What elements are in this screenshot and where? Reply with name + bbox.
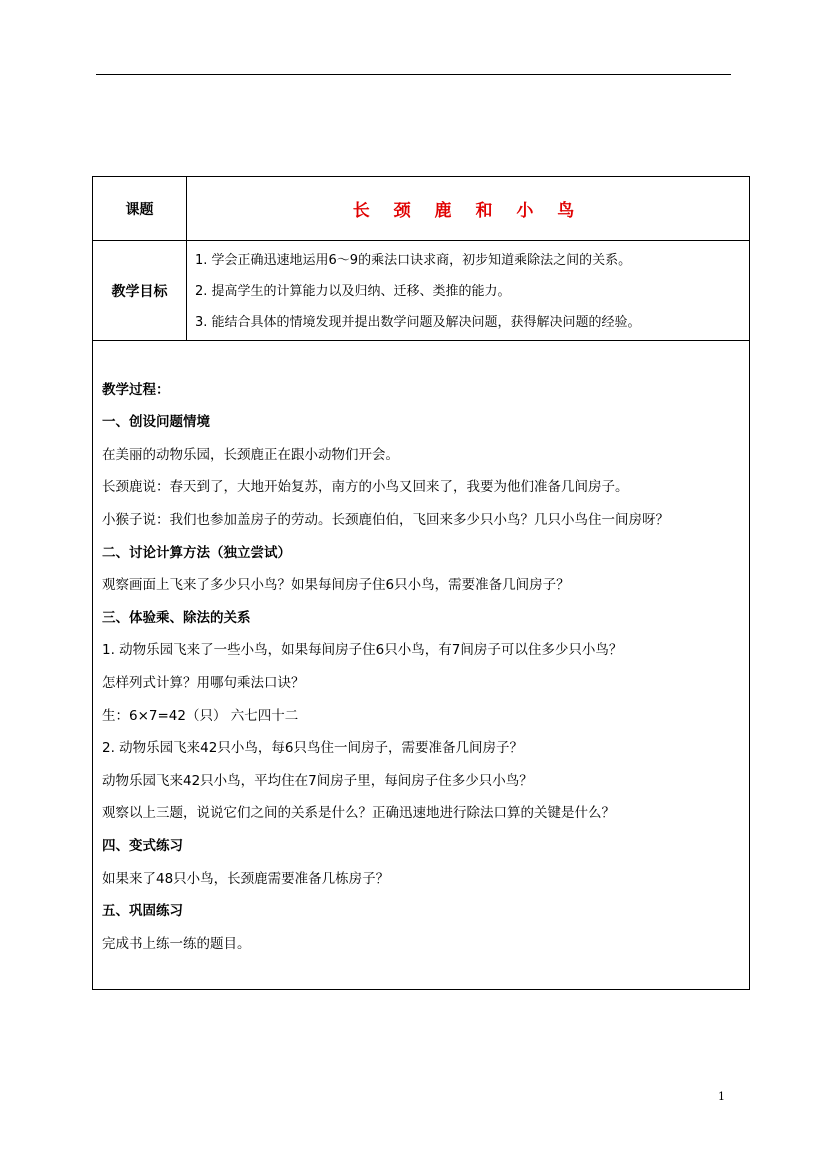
process-line: 长颈鹿说：春天到了，大地开始复苏，南方的小鸟又回来了，我要为他们准备几间房子。 <box>102 479 629 496</box>
goal-item: 1. 学会正确迅速地运用6～9的乘法口诀求商，初步知道乘除法之间的关系。 <box>195 253 632 268</box>
lesson-plan-table <box>92 176 750 990</box>
section-heading: 三、体验乘、除法的关系 <box>102 609 251 626</box>
goals-label: 教学目标 <box>93 241 187 341</box>
section-heading: 二、讨论计算方法（独立尝试） <box>102 544 291 561</box>
process-line: 生：6×7=42（只） 六七四十二 <box>102 707 299 724</box>
process-line: 观察画面上飞来了多少只小鸟？如果每间房子住6只小鸟，需要准备几间房子？ <box>102 577 570 594</box>
process-line: 在美丽的动物乐园，长颈鹿正在跟小动物们开会。 <box>102 446 399 463</box>
process-line: 小猴子说：我们也参加盖房子的劳动。长颈鹿伯伯，飞回来多少只小鸟？几只小鸟住一间房呀？ <box>102 512 669 529</box>
process-cell <box>93 341 750 990</box>
goal-item: 2. 提高学生的计算能力以及归纳、迁移、类推的能力。 <box>195 284 511 299</box>
process-row <box>93 341 750 990</box>
process-line: 如果来了48只小鸟，长颈鹿需要准备几栋房子？ <box>102 870 390 887</box>
header-rule <box>96 74 731 75</box>
process-line: 2. 动物乐园飞来42只小鸟，每6只鸟住一间房子，需要准备几间房子？ <box>102 740 523 757</box>
goals-cell <box>187 241 750 341</box>
title-row <box>93 177 750 241</box>
process-heading: 教学过程： <box>102 381 170 398</box>
process-line: 观察以上三题，说说它们之间的关系是什么？正确迅速地进行除法口算的关键是什么？ <box>102 805 615 822</box>
goal-item: 3. 能结合具体的情境发现并提出数学问题及解决问题，获得解决问题的经验。 <box>195 315 641 330</box>
goals-row <box>93 241 750 341</box>
title-label: 课题 <box>93 177 187 241</box>
process-line: 完成书上练一练的题目。 <box>102 935 251 952</box>
process-line: 怎样列式计算？用哪句乘法口诀？ <box>102 675 305 691</box>
section-heading: 四、变式练习 <box>102 837 183 854</box>
lesson-title: 长 颈 鹿 和 小 鸟 <box>187 177 750 241</box>
goals-list <box>187 243 749 338</box>
process-content <box>93 370 749 961</box>
process-line: 1. 动物乐园飞来了一些小鸟，如果每间房子住6只小鸟，有7间房子可以住多少只小鸟？ <box>102 642 623 659</box>
section-heading: 一、创设问题情境 <box>102 414 210 431</box>
section-heading: 五、巩固练习 <box>102 903 183 920</box>
process-line: 动物乐园飞来42只小鸟，平均住在7间房子里，每间房子住多少只小鸟？ <box>102 772 533 789</box>
page-number: 1 <box>718 1090 725 1103</box>
